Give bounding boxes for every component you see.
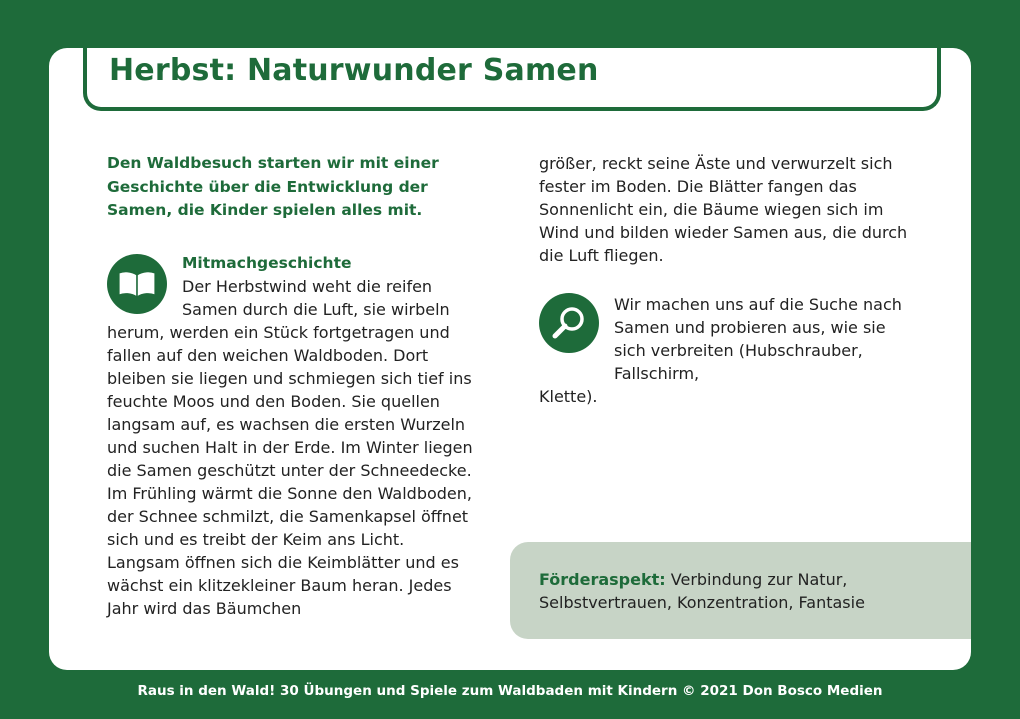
page-title: Herbst: Naturwunder Samen: [109, 53, 599, 88]
search-section: [539, 293, 919, 408]
story-continued: größer, reckt seine Äste und verwurzelt sich fester im Boden. Die Blätter fangen das Sonnenlicht ein, die Bäume wiegen sich im Wind und bilden wieder Samen aus, die durch die Luft fliegen.: [539, 154, 908, 265]
section-heading: Mitmachgeschichte: [182, 253, 352, 272]
story-section: [107, 252, 477, 620]
footer-credit: Raus in den Wald! 30 Übungen und Spiele zum Waldbaden mit Kindern © 2021 Don Bosco Medien: [137, 683, 883, 699]
magnifier-icon: [539, 293, 599, 353]
open-book-icon: [107, 254, 167, 314]
left-column: [107, 152, 477, 620]
story-text: [107, 275, 477, 620]
title-box: [83, 48, 941, 111]
search-lead: Wir machen uns auf die Suche nach Samen und probieren aus, wie sie sich verbreiten (Hubschrauber, Fallschirm,: [614, 295, 902, 383]
foerder-text-block: [539, 568, 924, 614]
foerder-label: Förderaspekt:: [539, 570, 666, 589]
search-rest: Klette).: [539, 387, 598, 406]
right-column: [539, 152, 919, 408]
story-rest: herum, werden ein Stück fortgetragen und fallen auf den weichen Waldboden. Dort bleiben sie liegen und schmiegen sich tief ins feuchte Moos und den Boden. Sie quellen langsam auf, es wachsen die ersten Wurzeln und suchen Halt in der Erde. Im Winter liegen die Samen geschützt unter der Schneedecke. Im Frühling wärmt die Sonne den Waldboden, der Schnee schmilzt, die Samenkapsel öffnet sich und es treibt der Keim ans Licht. Langsam öffnen sich die Keimblätter und es wächst ein klitzekleiner Baum heran. Jedes Jahr wird das Bäumchen: [107, 322, 473, 618]
card: [49, 48, 971, 670]
story-lead: Der Herbstwind weht die reifen Samen durch die Luft, sie wirbeln: [182, 276, 450, 319]
foerder-panel: [510, 542, 971, 639]
foerder-text: Verbindung zur Natur, Selbstvertrauen, Konzentration, Fantasie: [539, 570, 865, 612]
intro-text: Den Waldbesuch starten wir mit einer Geschichte über die Entwicklung der Samen, die Kinder spielen alles mit.: [107, 154, 439, 219]
